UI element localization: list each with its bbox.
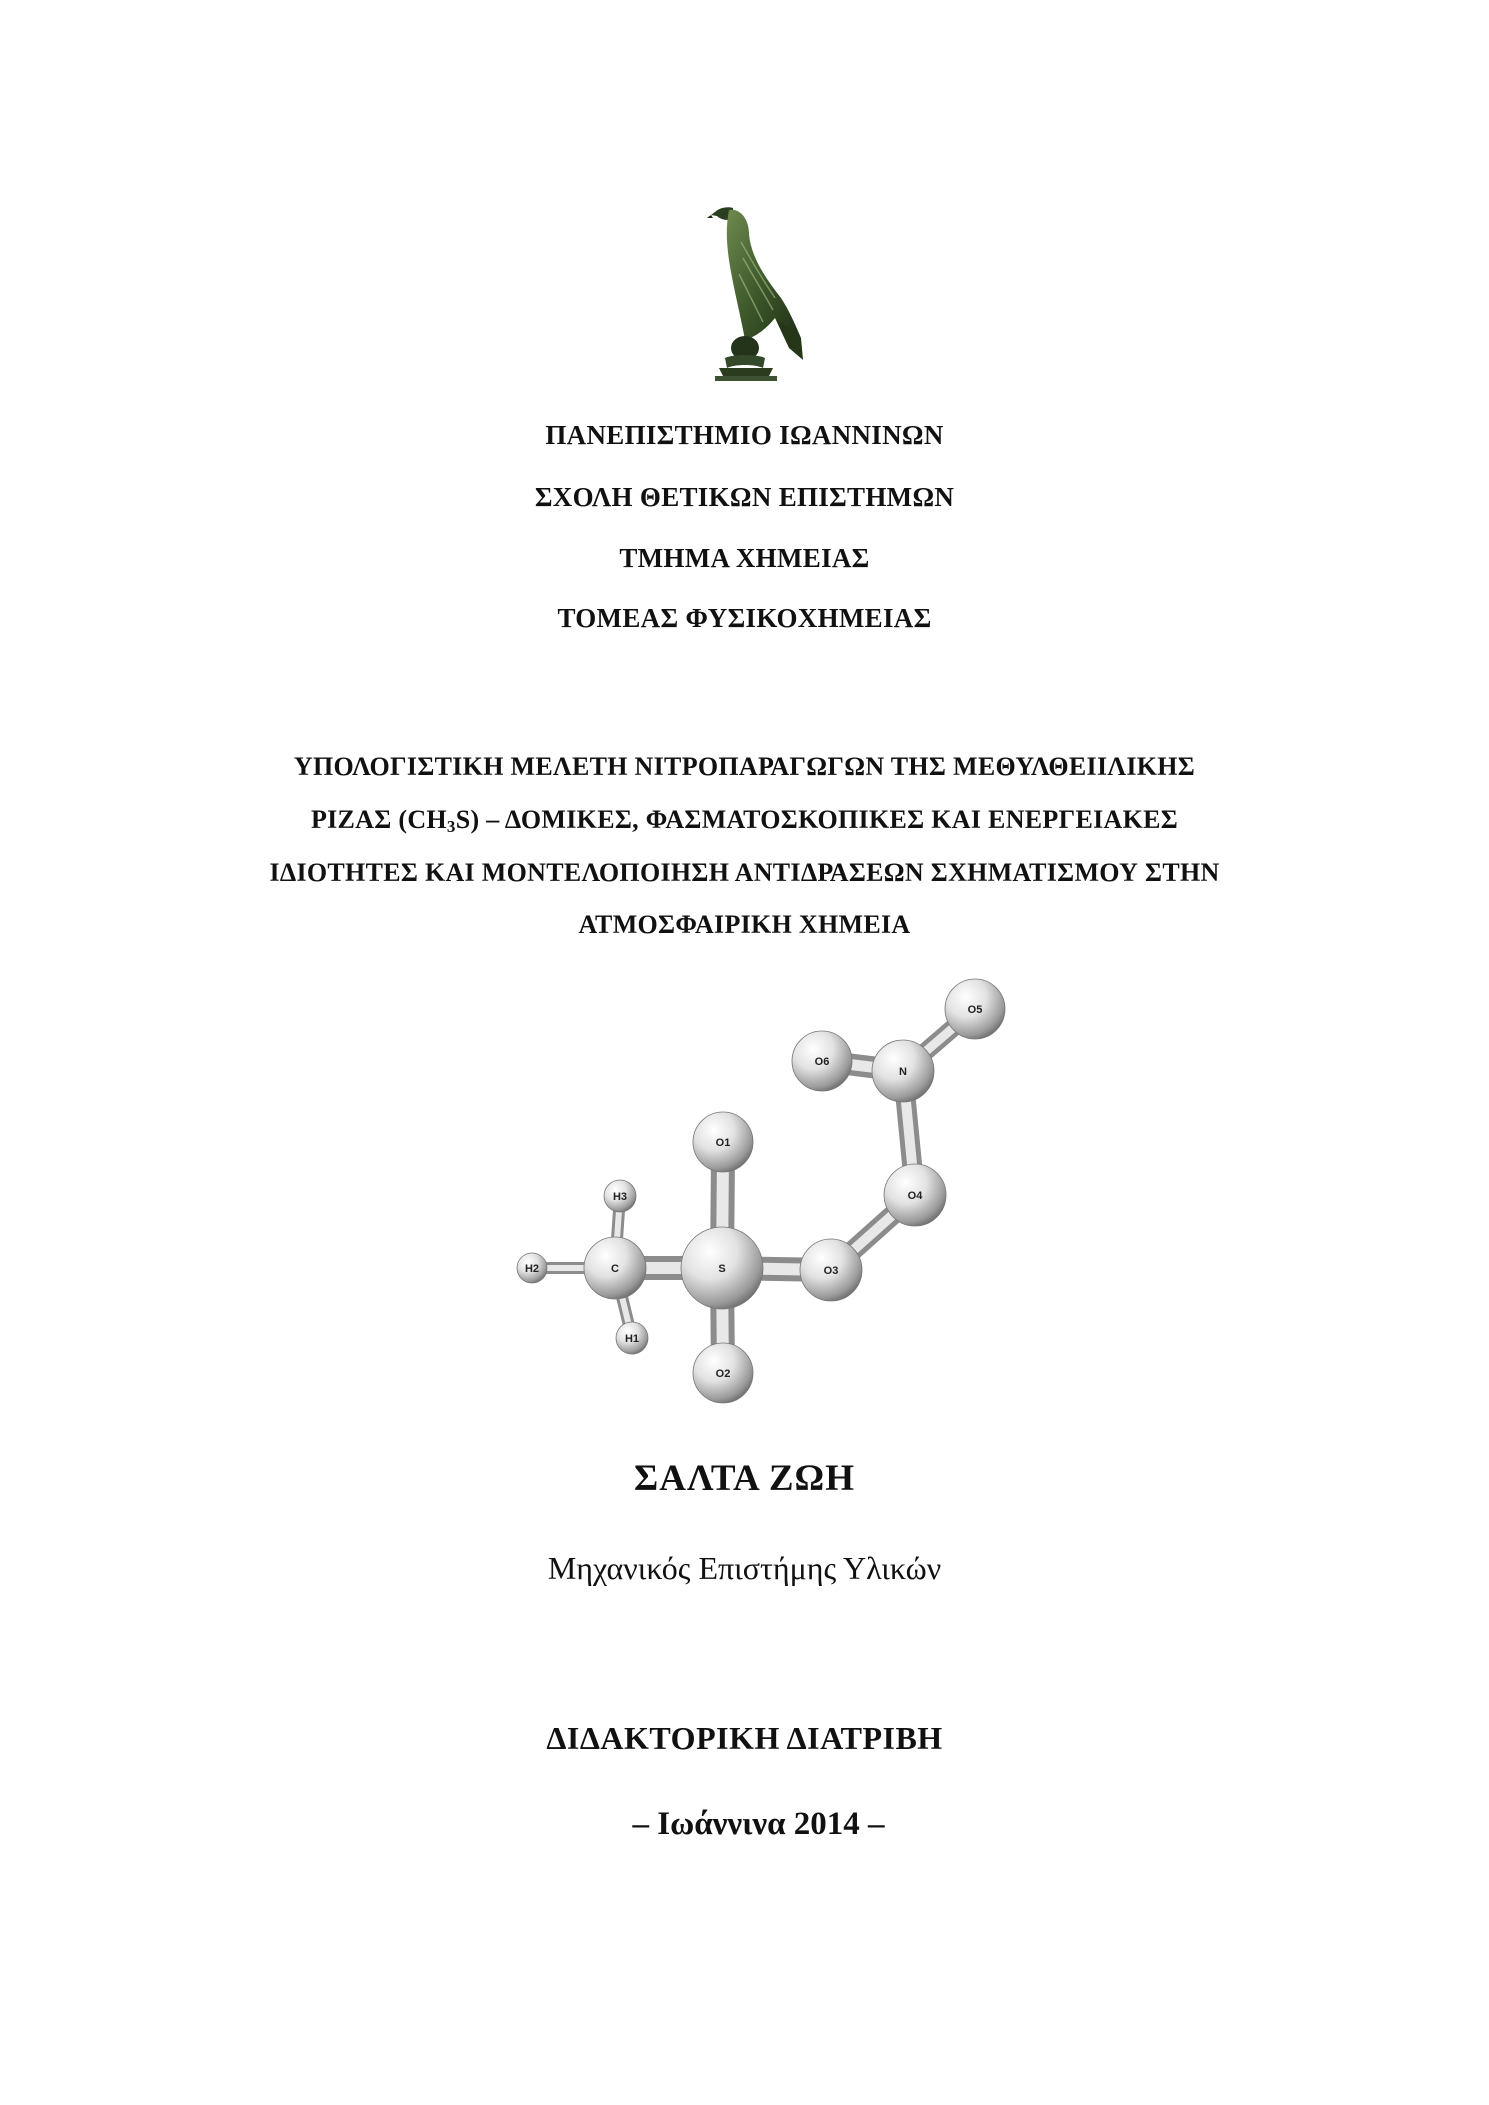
- svg-text:H2: H2: [524, 1263, 540, 1275]
- department-name: ΤΜΗΜΑ ΧΗΜΕΙΑΣ: [619, 543, 870, 573]
- atom-h3: [604, 1180, 636, 1212]
- svg-text:O3: O3: [823, 1265, 839, 1277]
- university-name: ΠΑΝΕΠΙΣΤΗΜΙΟ ΙΩΑΝΝΙΝΩΝ: [545, 420, 944, 450]
- svg-text:H1: H1: [624, 1333, 640, 1345]
- svg-text:O5: O5: [967, 1004, 983, 1016]
- thesis-title-line-4: ΑΤΜΟΣΦΑΙΡΙΚΗ ΧΗΜΕΙΑ: [578, 910, 911, 939]
- atom-h1: [616, 1322, 648, 1354]
- school-name: ΣΧΟΛΗ ΘΕΤΙΚΩΝ ΕΠΙΣΤΗΜΩΝ: [534, 482, 955, 512]
- svg-text:N: N: [899, 1066, 907, 1078]
- svg-text:C: C: [611, 1263, 619, 1275]
- atom-o1: [693, 1112, 753, 1172]
- section-name: ΤΟΜΕΑΣ ΦΥΣΙΚΟΧΗΜΕΙΑΣ: [557, 603, 932, 633]
- svg-text:S: S: [718, 1263, 726, 1275]
- thesis-title-line-1: ΥΠΟΛΟΓΙΣΤΙΚΗ ΜΕΛΕΤΗ ΝΙΤΡΟΠΑΡΑΓΩΓΩΝ ΤΗΣ ΜΕΘΥΛΘΕΙΙΛΙΚΗΣ: [293, 752, 1196, 781]
- atom-h2: [517, 1253, 547, 1283]
- svg-text:O4: O4: [907, 1190, 923, 1202]
- thesis-title-line-2: ΡΙΖΑΣ $(CH_3S)$ – ΔΟΜΙΚΕΣ, ΦΑΣΜΑΤΟΣΚΟΠΙΚΕΣ ΚΑΙ ΕΝΕΡΓΕΙΑΚΕΣ: [310, 805, 1179, 836]
- svg-text:O2: O2: [715, 1368, 731, 1380]
- svg-text:O6: O6: [814, 1056, 830, 1068]
- atom-c: [584, 1237, 646, 1299]
- thesis-type: ΔΙΔΑΚΤΟΡΙΚΗ ΔΙΑΤΡΙΒΗ: [546, 1720, 943, 1756]
- svg-text:H3: H3: [612, 1191, 628, 1203]
- atom-o6: [792, 1031, 852, 1091]
- molecule-structure-diagram: [515, 975, 1030, 1405]
- place-and-date: – Ιωάννινα 2014 –: [632, 1806, 885, 1842]
- thesis-title-line-3: ΙΔΙΟΤΗΤΕΣ ΚΑΙ ΜΟΝΤΕΛΟΠΟΙΗΣΗ ΑΝΤΙΔΡΑΣΕΩΝ ΣΧΗΜΑΤΙΣΜΟΥ ΣΤΗΝ: [269, 858, 1220, 887]
- atom-o5: [945, 979, 1005, 1039]
- author-role: Μηχανικός Επιστήμης Υλικών: [547, 1550, 942, 1586]
- eagle-emblem-logo: [705, 198, 815, 383]
- atom-o2: [693, 1343, 753, 1403]
- atom-o3: [800, 1239, 862, 1301]
- atom-s: [681, 1227, 763, 1309]
- atom-n: [872, 1040, 934, 1102]
- atom-o4: [884, 1164, 946, 1226]
- svg-text:O1: O1: [715, 1137, 731, 1149]
- author-name: ΣΑΛΤΑ ΖΩΗ: [634, 1458, 855, 1499]
